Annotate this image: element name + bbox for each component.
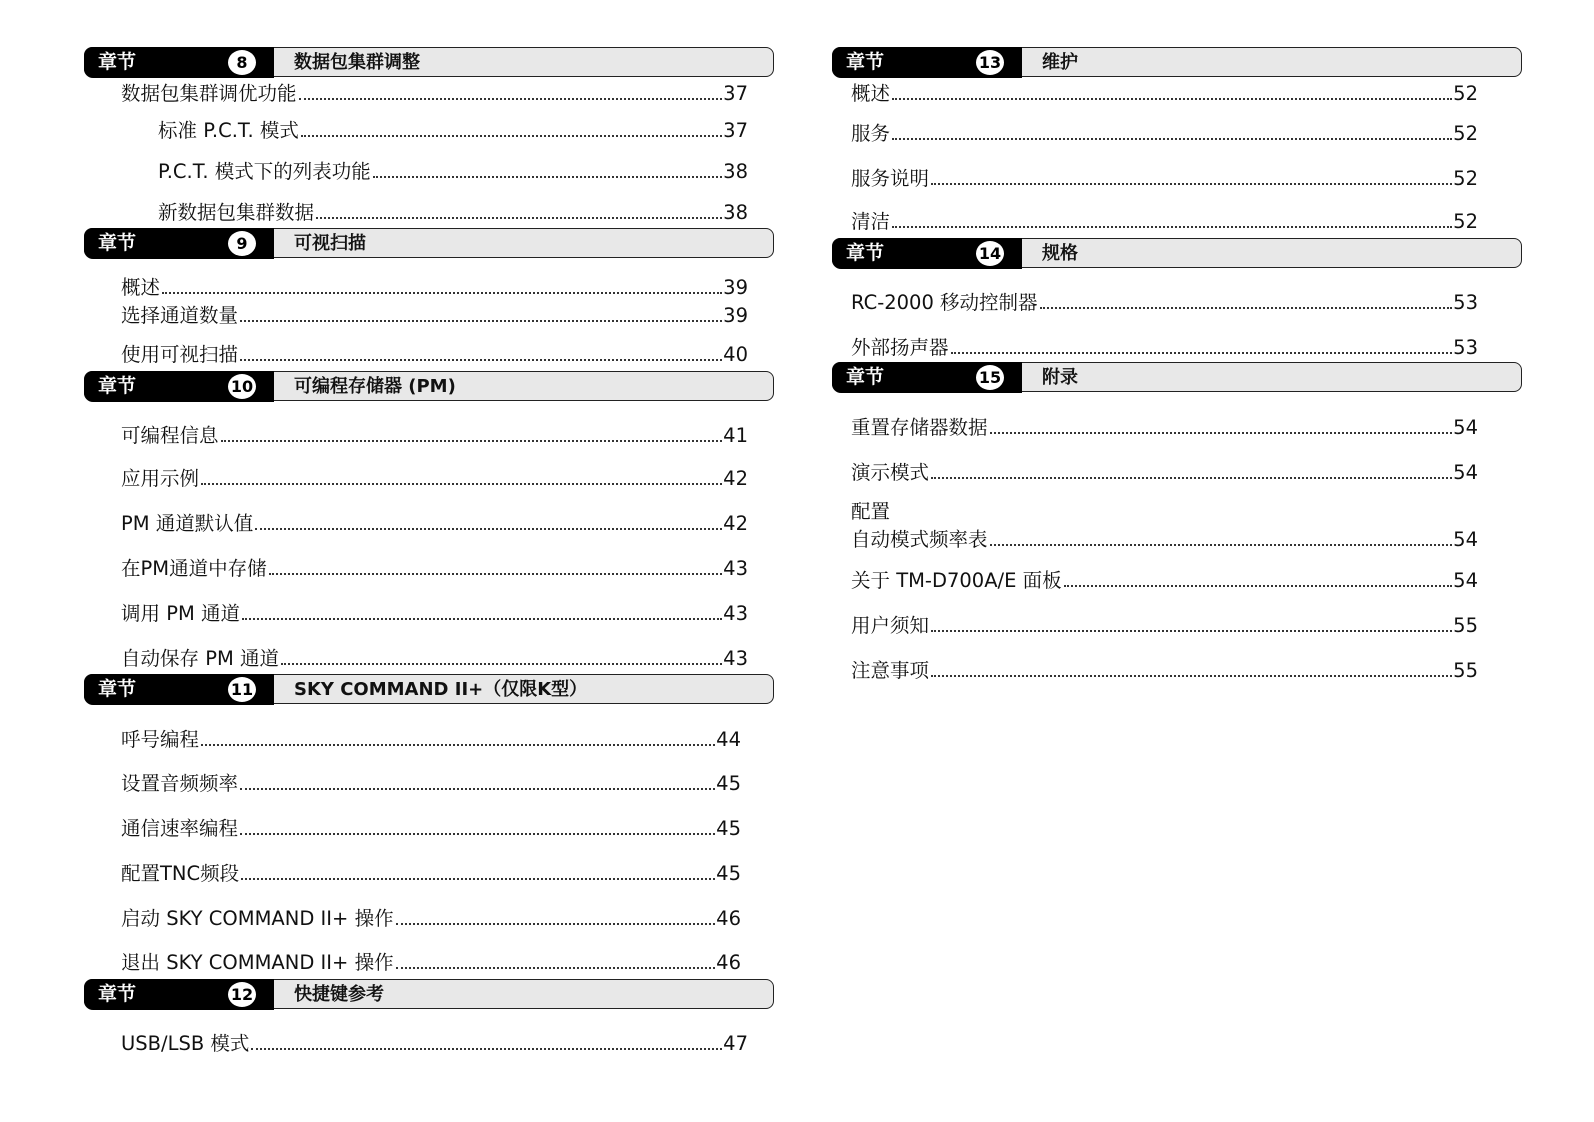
- chapter-header-10: [84, 371, 774, 401]
- toc-entry[interactable]: [851, 336, 1478, 360]
- chapter-label: 章节: [98, 983, 137, 1005]
- entry-page: 39: [723, 304, 748, 327]
- toc-entry[interactable]: [121, 817, 741, 841]
- entry-title: 用户须知: [851, 614, 930, 637]
- toc-entry[interactable]: [121, 772, 741, 796]
- chapter-label: 章节: [846, 51, 885, 73]
- toc-entry[interactable]: [851, 461, 1478, 485]
- entry-title: 关于 TM-D700A/E 面板: [851, 569, 1062, 592]
- chapter-header-14: [832, 238, 1522, 268]
- entry-page: 52: [1453, 122, 1478, 145]
- entry-title: 注意事项: [851, 659, 930, 682]
- entry-title: 通信速率编程: [121, 817, 239, 840]
- toc-entry[interactable]: [121, 276, 748, 300]
- toc-entry[interactable]: [121, 728, 741, 752]
- chapter-number: 14: [976, 241, 1004, 266]
- toc-entry[interactable]: [851, 210, 1478, 234]
- chapter-title: 维护: [1042, 52, 1078, 73]
- entry-title: 概述: [851, 82, 891, 105]
- toc-entry[interactable]: [851, 416, 1478, 440]
- entry-title: 外部扬声器: [851, 336, 949, 359]
- entry-title: 选择通道数量: [121, 304, 239, 327]
- entry-page: 43: [723, 557, 748, 580]
- toc-entry[interactable]: [851, 659, 1478, 683]
- toc-entry[interactable]: [851, 569, 1478, 593]
- entry-title: 配置TNC频段: [121, 862, 240, 885]
- entry-page: 55: [1453, 614, 1478, 637]
- toc-entry[interactable]: [851, 528, 1478, 552]
- chapter-header-13: [832, 47, 1522, 77]
- chapter-header-11: [84, 674, 774, 704]
- entry-page: 43: [723, 647, 748, 670]
- entry-title: 呼号编程: [121, 728, 200, 751]
- chapter-title: 附录: [1042, 367, 1078, 388]
- entry-page: 52: [1453, 82, 1478, 105]
- entry-page: 42: [723, 467, 748, 490]
- toc-subentry[interactable]: [158, 201, 748, 225]
- entry-page: 37: [723, 82, 748, 105]
- chapter-title: 数据包集群调整: [294, 52, 420, 73]
- chapter-number: 9: [228, 231, 256, 256]
- entry-title: 退出 SKY COMMAND II+ 操作: [121, 951, 394, 974]
- chapter-number: 8: [228, 50, 256, 75]
- chapter-header-8: [84, 47, 774, 77]
- entry-page: 39: [723, 276, 748, 299]
- toc-entry[interactable]: [121, 304, 748, 328]
- entry-title: 调用 PM 通道: [121, 602, 240, 625]
- entry-page: 54: [1453, 461, 1478, 484]
- entry-title: RC-2000 移动控制器: [851, 291, 1038, 314]
- entry-title: 启动 SKY COMMAND II+ 操作: [121, 907, 394, 930]
- toc-subentry[interactable]: [158, 119, 748, 143]
- toc-entry[interactable]: [121, 467, 748, 491]
- entry-title: PM 通道默认值: [121, 512, 254, 535]
- chapter-label: 章节: [846, 242, 885, 264]
- chapter-title: 规格: [1042, 243, 1078, 264]
- entry-title: 服务说明: [851, 167, 930, 190]
- entry-title: 概述: [121, 276, 161, 299]
- entry-page: 42: [723, 512, 748, 535]
- entry-title: 在PM通道中存储: [121, 557, 267, 580]
- entry-title: 自动模式频率表: [851, 528, 988, 551]
- toc-entry[interactable]: [851, 167, 1478, 191]
- entry-page: 54: [1453, 569, 1478, 592]
- toc-entry[interactable]: [121, 424, 748, 448]
- chapter-title: SKY COMMAND II+（仅限K型）: [294, 679, 588, 700]
- chapter-header-12: [84, 979, 774, 1009]
- chapter-number: 15: [976, 365, 1004, 390]
- entry-title: 可编程信息: [121, 424, 219, 447]
- entry-page: 55: [1453, 659, 1478, 682]
- entry-page: 47: [723, 1032, 748, 1055]
- entry-page: 45: [716, 772, 741, 795]
- entry-title: 设置音频频率: [121, 772, 239, 795]
- entry-title: 标准 P.C.T. 模式: [158, 119, 299, 142]
- toc-entry[interactable]: [121, 557, 748, 581]
- toc-entry[interactable]: [121, 512, 748, 536]
- toc-entry[interactable]: [121, 343, 748, 367]
- chapter-header-15: [832, 362, 1522, 392]
- entry-page: 41: [723, 424, 748, 447]
- entry-page: 52: [1453, 167, 1478, 190]
- toc-entry[interactable]: [121, 647, 748, 671]
- toc-entry[interactable]: [851, 122, 1478, 146]
- entry-page: 53: [1453, 336, 1478, 359]
- entry-page: 38: [723, 160, 748, 183]
- entry-page: 37: [723, 119, 748, 142]
- chapter-title: 可编程存储器 (PM): [294, 376, 456, 397]
- chapter-title: 可视扫描: [294, 233, 366, 254]
- entry-title: 使用可视扫描: [121, 343, 239, 366]
- entry-page: 40: [723, 343, 748, 366]
- entry-title: USB/LSB 模式: [121, 1032, 250, 1055]
- toc-entry[interactable]: [851, 614, 1478, 638]
- entry-page: 46: [716, 951, 741, 974]
- entry-title: 应用示例: [121, 467, 200, 490]
- chapter-label: 章节: [98, 232, 137, 254]
- entry-title: P.C.T. 模式下的列表功能: [158, 160, 371, 183]
- entry-page: 38: [723, 201, 748, 224]
- entry-title: 清洁: [851, 210, 891, 233]
- entry-page: 44: [716, 728, 741, 751]
- chapter-number: 11: [228, 677, 256, 702]
- entry-title: 新数据包集群数据: [158, 201, 315, 224]
- entry-page: 45: [716, 862, 741, 885]
- toc-entry[interactable]: [851, 82, 1478, 106]
- toc-entry[interactable]: [851, 291, 1478, 315]
- chapter-label: 章节: [98, 51, 137, 73]
- entry-page: 52: [1453, 210, 1478, 233]
- entry-title: 自动保存 PM 通道: [121, 647, 279, 670]
- toc-entry[interactable]: [121, 82, 748, 106]
- chapter-label: 章节: [98, 678, 137, 700]
- toc-entry[interactable]: [121, 602, 748, 626]
- toc-subentry[interactable]: [158, 160, 748, 184]
- entry-title: 数据包集群调优功能: [121, 82, 297, 105]
- chapter-label: 章节: [98, 375, 137, 397]
- entry-page: 54: [1453, 528, 1478, 551]
- chapter-header-9: [84, 228, 774, 258]
- entry-page: 54: [1453, 416, 1478, 439]
- chapter-number: 13: [976, 50, 1004, 75]
- toc-entry[interactable]: [121, 907, 741, 931]
- entry-title: 服务: [851, 122, 891, 145]
- entry-title: 演示模式: [851, 461, 930, 484]
- toc-entry[interactable]: [121, 1032, 748, 1056]
- entry-group-heading: 配置: [851, 500, 891, 523]
- entry-page: 45: [716, 817, 741, 840]
- entry-page: 43: [723, 602, 748, 625]
- chapter-number: 10: [228, 374, 256, 399]
- chapter-label: 章节: [846, 366, 885, 388]
- entry-page: 46: [716, 907, 741, 930]
- chapter-number: 12: [228, 982, 256, 1007]
- toc-entry[interactable]: [121, 862, 741, 886]
- toc-entry[interactable]: [121, 951, 741, 975]
- chapter-title: 快捷键参考: [294, 984, 384, 1005]
- entry-page: 53: [1453, 291, 1478, 314]
- entry-title: 重置存储器数据: [851, 416, 988, 439]
